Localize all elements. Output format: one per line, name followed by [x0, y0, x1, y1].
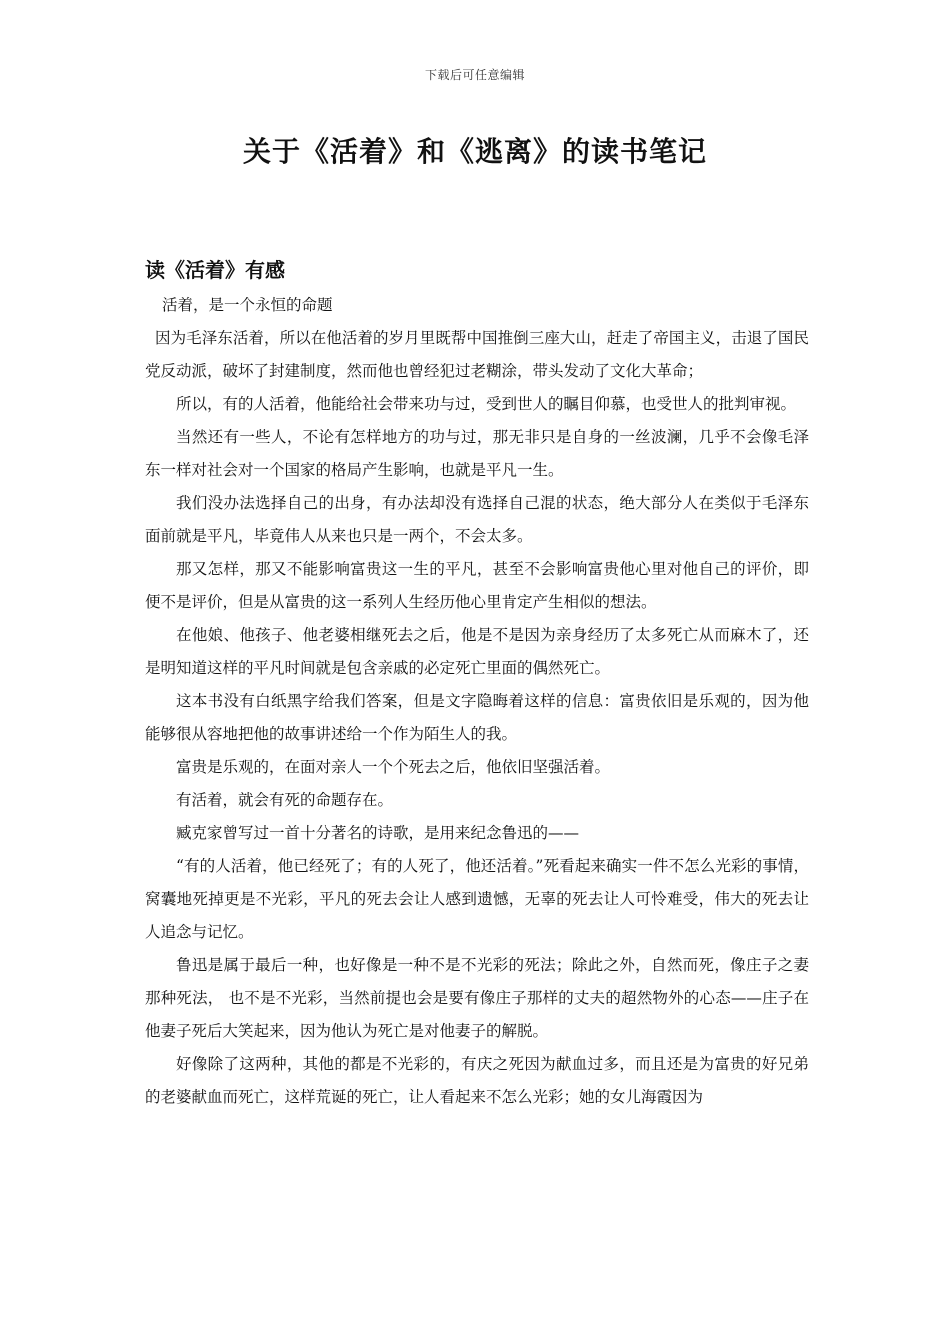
header-note: 下载后可任意编辑: [424, 68, 525, 82]
paragraph: 当然还有一些人，不论有怎样地方的功与过，那无非只是自身的一丝波澜，几乎不会像毛泽东一样对社会对一个国家的格局产生影响，也就是平凡一生。: [145, 428, 809, 479]
section-body: [145, 289, 809, 1114]
paragraph: 我们没办法选择自己的出身，有办法却没有选择自己混的状态，绝大部分人在类似于毛泽东面前就是平凡，毕竟伟人从来也只是一两个，不会太多。: [145, 494, 809, 545]
paragraph: 因为毛泽东活着，所以在他活着的岁月里既帮中国推倒三座大山，赶走了帝国主义，击退了国民党反动派，破坏了封建制度，然而他也曾经犯过老糊涂，带头发动了文化大革命；: [145, 329, 809, 380]
paragraph: 这本书没有白纸黑字给我们答案，但是文字隐晦着这样的信息：富贵依旧是乐观的，因为他能够很从容地把他的故事讲述给一个作为陌生人的我。: [145, 692, 809, 743]
paragraph: 所以，有的人活着，他能给社会带来功与过，受到世人的瞩目仰慕，也受世人的批判审视。: [176, 395, 797, 413]
paragraph: 富贵是乐观的，在面对亲人一个个死去之后，他依旧坚强活着。: [176, 758, 611, 776]
section-heading: 读《活着》有感: [145, 258, 285, 282]
paragraph: 那又怎样，那又不能影响富贵这一生的平凡，甚至不会影响富贵他心里对他自己的评价，即便不是评价，但是从富贵的这一系列人生经历他心里肯定产生相似的想法。: [145, 560, 809, 611]
paragraph: 臧克家曾写过一首十分著名的诗歌，是用来纪念鲁迅的——: [176, 824, 580, 842]
paragraph: 在他娘、他孩子、他老婆相继死去之后，他是不是因为亲身经历了太多死亡从而麻木了，还是明知道这样的平凡时间就是包含亲戚的必定死亡里面的偶然死亡。: [145, 626, 809, 677]
paragraph: 活着，是一个永恒的命题: [162, 296, 333, 314]
paragraph: 鲁迅是属于最后一种，也好像是一种不是不光彩的死法；除此之外，自然而死，像庄子之妻那种死法， 也不是不光彩，当然前提也会是要有像庄子那样的丈夫的超然物外的心态——庄子在他妻子死后大笑起来，因为他认为死亡是对他妻子的解脱。: [145, 956, 809, 1040]
paragraph: 好像除了这两种，其他的都是不光彩的，有庆之死因为献血过多，而且还是为富贵的好兄弟的老婆献血而死亡，这样荒诞的死亡，让人看起来不怎么光彩；她的女儿海霞因为: [145, 1055, 809, 1106]
paragraph: “有的人活着，他已经死了；有的人死了，他还活着。”死看起来确实一件不怎么光彩的事情，窝囊地死掉更是不光彩，平凡的死去会让人感到遗憾，无辜的死去让人可怜难受，伟大的死去让人追念与记忆。: [145, 857, 809, 941]
page-title: 关于《活着》和《逃离》的读书笔记: [242, 135, 707, 168]
paragraph: 有活着，就会有死的命题存在。: [176, 791, 394, 809]
